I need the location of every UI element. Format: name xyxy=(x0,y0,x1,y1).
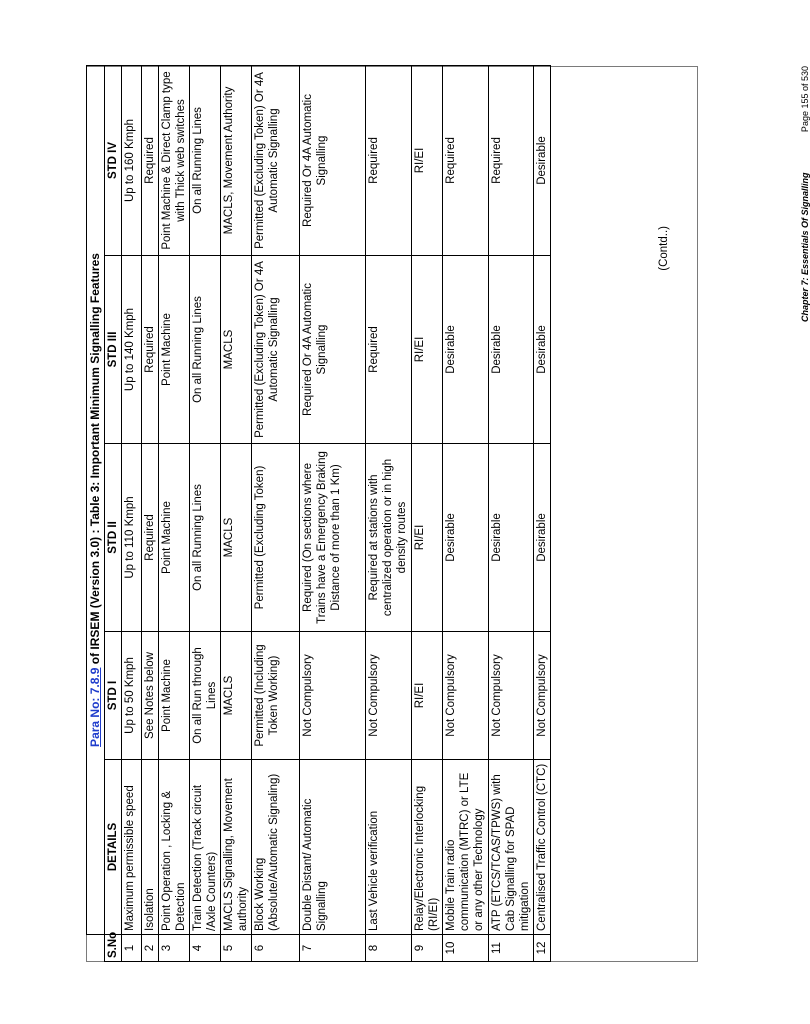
cell-std2: On all Running Lines xyxy=(189,444,220,632)
cell-sno: 6 xyxy=(251,935,299,962)
cell-sno: 2 xyxy=(141,935,158,962)
cell-std4: Point Machine & Direct Clamp type with Thick web switches xyxy=(158,65,189,255)
chapter-footer: Chapter 7: Essentials Of Signalling xyxy=(800,172,810,322)
table-title xyxy=(87,65,105,934)
cell-sno: 9 xyxy=(411,935,442,962)
cell-std2: Required (On sections where Trains have a Emergency Braking Distance of more than 1 Km) xyxy=(299,444,365,632)
cell-details: MACLS Signalling, Movement authority xyxy=(220,760,251,935)
cell-std4: Up to 160 Kmph xyxy=(121,65,141,255)
cell-std3: Required xyxy=(141,256,158,444)
cell-std1: Not Compulsory xyxy=(299,632,365,760)
cell-sno: 10 xyxy=(442,935,488,962)
cell-std2: Desirable xyxy=(533,444,550,632)
cell-details: Block Working (Absolute/Automatic Signaling) xyxy=(251,760,299,935)
header-std4: STD IV xyxy=(104,65,121,255)
cell-std2: RI/EI xyxy=(411,444,442,632)
table-row xyxy=(158,65,189,961)
header-std2: STD II xyxy=(104,444,121,632)
table-row xyxy=(189,65,220,961)
cell-sno: 8 xyxy=(365,935,411,962)
signalling-features-table xyxy=(86,65,551,962)
table-row xyxy=(299,65,365,961)
cell-details: ATP (ETCS/TCAS/TPWS) with Cab Signalling for SPAD mitigation xyxy=(488,760,533,935)
cell-std1: See Notes below xyxy=(141,632,158,760)
table-row xyxy=(488,65,533,961)
cell-sno: 3 xyxy=(158,935,189,962)
cell-std3: Permitted (Excluding Token) Or 4A Automatic Signalling xyxy=(251,256,299,444)
cell-details: Double Distant/ Automatic Signalling xyxy=(299,760,365,935)
table-row xyxy=(533,65,550,961)
cell-std1: RI/EI xyxy=(411,632,442,760)
para-link[interactable]: Para No: 7.8.9 xyxy=(88,667,102,747)
cell-details: Relay/Electronic Interlocking (RI/EI) xyxy=(411,760,442,935)
cell-std2: Up to 110 Kmph xyxy=(121,444,141,632)
cell-std4: Required Or 4A Automatic Signalling xyxy=(299,65,365,255)
cell-std1: MACLS xyxy=(220,632,251,760)
cell-std4: Required xyxy=(442,65,488,255)
cell-details: Last Vehicle verification xyxy=(365,760,411,935)
cell-std1: Not Compulsory xyxy=(442,632,488,760)
cell-std4: Required xyxy=(141,65,158,255)
table-row xyxy=(251,65,299,961)
cell-std4: RI/EI xyxy=(411,65,442,255)
cell-std1: On all Run through Lines xyxy=(189,632,220,760)
cell-details: Train Detection (Track circuit /Axle Counters) xyxy=(189,760,220,935)
header-std1: STD I xyxy=(104,632,121,760)
cell-std3: RI/EI xyxy=(411,256,442,444)
cell-std1: Not Compulsory xyxy=(488,632,533,760)
page-number: Page 155 of 530 xyxy=(800,66,810,133)
cell-details: Mobile Train radio communication (MTRC) or LTE or any other Technology xyxy=(442,760,488,935)
cell-std2: Point Machine xyxy=(158,444,189,632)
cell-std2: Required at stations with centralized operation or in high density routes xyxy=(365,444,411,632)
header-sno: S.No xyxy=(104,935,121,962)
cell-std4: Desirable xyxy=(533,65,550,255)
cell-sno: 11 xyxy=(488,935,533,962)
cell-std4: Permitted (Excluding Token) Or 4A Automatic Signalling xyxy=(251,65,299,255)
cell-std4: Required xyxy=(488,65,533,255)
cell-std3: Required xyxy=(365,256,411,444)
cell-std3: Required Or 4A Automatic Signalling xyxy=(299,256,365,444)
table-row xyxy=(411,65,442,961)
cell-std2: MACLS xyxy=(220,444,251,632)
cell-std2: Desirable xyxy=(442,444,488,632)
cell-details: Centralised Traffic Control (CTC) xyxy=(533,760,550,935)
cell-std4: MACLS, Movement Authority xyxy=(220,65,251,255)
cell-std4: Required xyxy=(365,65,411,255)
table-title-row xyxy=(87,65,105,961)
header-std3: STD III xyxy=(104,256,121,444)
header-details: DETAILS xyxy=(104,760,121,935)
table-row xyxy=(220,65,251,961)
cell-std2: Permitted (Excluding Token) xyxy=(251,444,299,632)
cell-sno: 5 xyxy=(220,935,251,962)
cell-std2: Required xyxy=(141,444,158,632)
cell-sno: 7 xyxy=(299,935,365,962)
cell-details: Point Operation , Locking & Detection xyxy=(158,760,189,935)
cell-std1: Not Compulsory xyxy=(365,632,411,760)
cell-std4: On all Running Lines xyxy=(189,65,220,255)
cell-std1: Permitted (Including Token Working) xyxy=(251,632,299,760)
rotated-page xyxy=(86,66,810,962)
cell-std3: Point Machine xyxy=(158,256,189,444)
cell-sno: 1 xyxy=(121,935,141,962)
table-row xyxy=(365,65,411,961)
cell-std1: Point Machine xyxy=(158,632,189,760)
table-row xyxy=(141,65,158,961)
continued-note: (Contd..) xyxy=(658,226,670,271)
cell-std3: MACLS xyxy=(220,256,251,444)
header-row xyxy=(104,65,121,961)
cell-details: Isolation xyxy=(141,760,158,935)
table-row xyxy=(442,65,488,961)
cell-sno: 4 xyxy=(189,935,220,962)
cell-details: Maximum permissible speed xyxy=(121,760,141,935)
cell-std1: Up to 50 Kmph xyxy=(121,632,141,760)
cell-std3: On all Running Lines xyxy=(189,256,220,444)
cell-std1: Not Compulsory xyxy=(533,632,550,760)
cell-std2: Desirable xyxy=(488,444,533,632)
cell-std3: Desirable xyxy=(442,256,488,444)
table-row xyxy=(121,65,141,961)
cell-std3: Up to 140 Kmph xyxy=(121,256,141,444)
title-text: of IRSEM (Version 3.0) : Table 3: Important Minimum Signalling Features xyxy=(88,253,102,668)
cell-std3: Desirable xyxy=(488,256,533,444)
cell-sno: 12 xyxy=(533,935,550,962)
cell-std3: Desirable xyxy=(533,256,550,444)
